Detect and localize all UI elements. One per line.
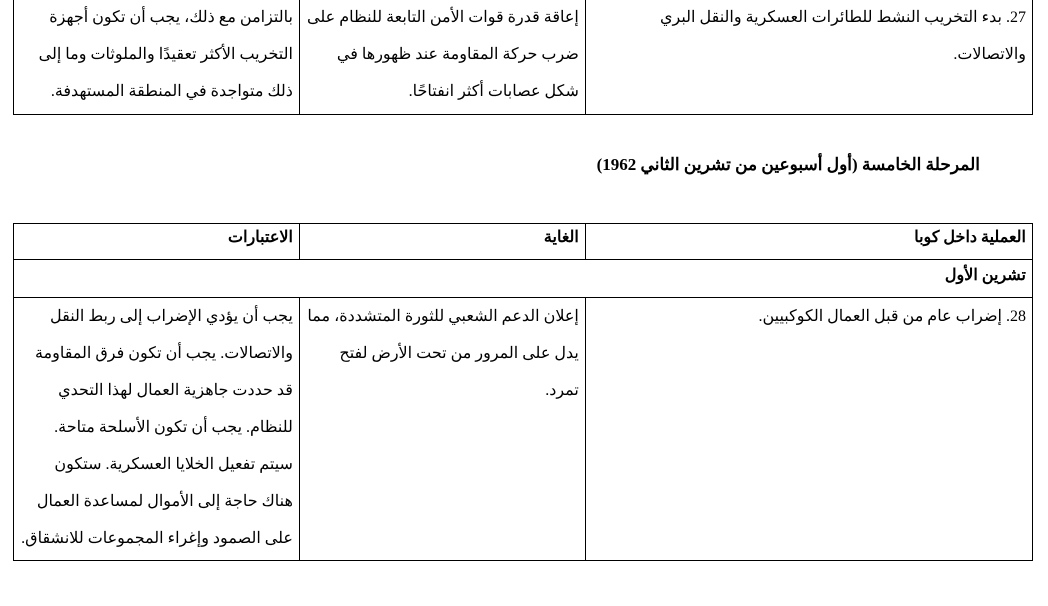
header-goal: الغاية xyxy=(299,224,585,260)
considerations-cell: بالتزامن مع ذلك، يجب أن تكون أجهزة التخريب الأكثر تعقيدًا والملوثات وما إلى ذلك متواجدة في المنطقة المستهدفة. xyxy=(14,0,300,115)
table-header-row xyxy=(14,224,1033,260)
goal-cell: إعاقة قدرة قوات الأمن التابعة للنظام على ضرب حركة المقاومة عند ظهورها في شكل عصابات أكثر انفتاحًا. xyxy=(299,0,585,115)
header-operation: العملية داخل كوبا xyxy=(585,224,1032,260)
operation-cell: 28. إضراب عام من قبل العمال الكوكبيين. xyxy=(585,298,1032,561)
header-considerations: الاعتبارات xyxy=(14,224,300,260)
month-row xyxy=(14,260,1033,298)
table-row xyxy=(14,298,1033,561)
month-label: تشرين الأول xyxy=(14,260,1033,298)
phase-five-table xyxy=(13,223,1033,561)
goal-cell: إعلان الدعم الشعبي للثورة المتشددة، مما يدل على المرور من تحت الأرض لفتح تمرد. xyxy=(299,298,585,561)
section-heading: المرحلة الخامسة (أول أسبوعين من تشرين الثاني 1962) xyxy=(596,155,980,174)
considerations-cell: يجب أن يؤدي الإضراب إلى ربط النقل والاتصالات. يجب أن تكون فرق المقاومة قد حددت جاهزية العمال لهذا التحدي للنظام. يجب أن تكون الأسلحة متاحة. سيتم تفعيل الخلايا العسكرية. ستكون هناك حاجة إلى الأموال لمساعدة العمال على الصمود وإغراء المجموعات للانشقاق. xyxy=(14,298,300,561)
table-row xyxy=(14,0,1033,115)
operation-cell: 27. بدء التخريب النشط للطائرات العسكرية والنقل البري والاتصالات. xyxy=(585,0,1032,115)
previous-table xyxy=(13,0,1033,115)
